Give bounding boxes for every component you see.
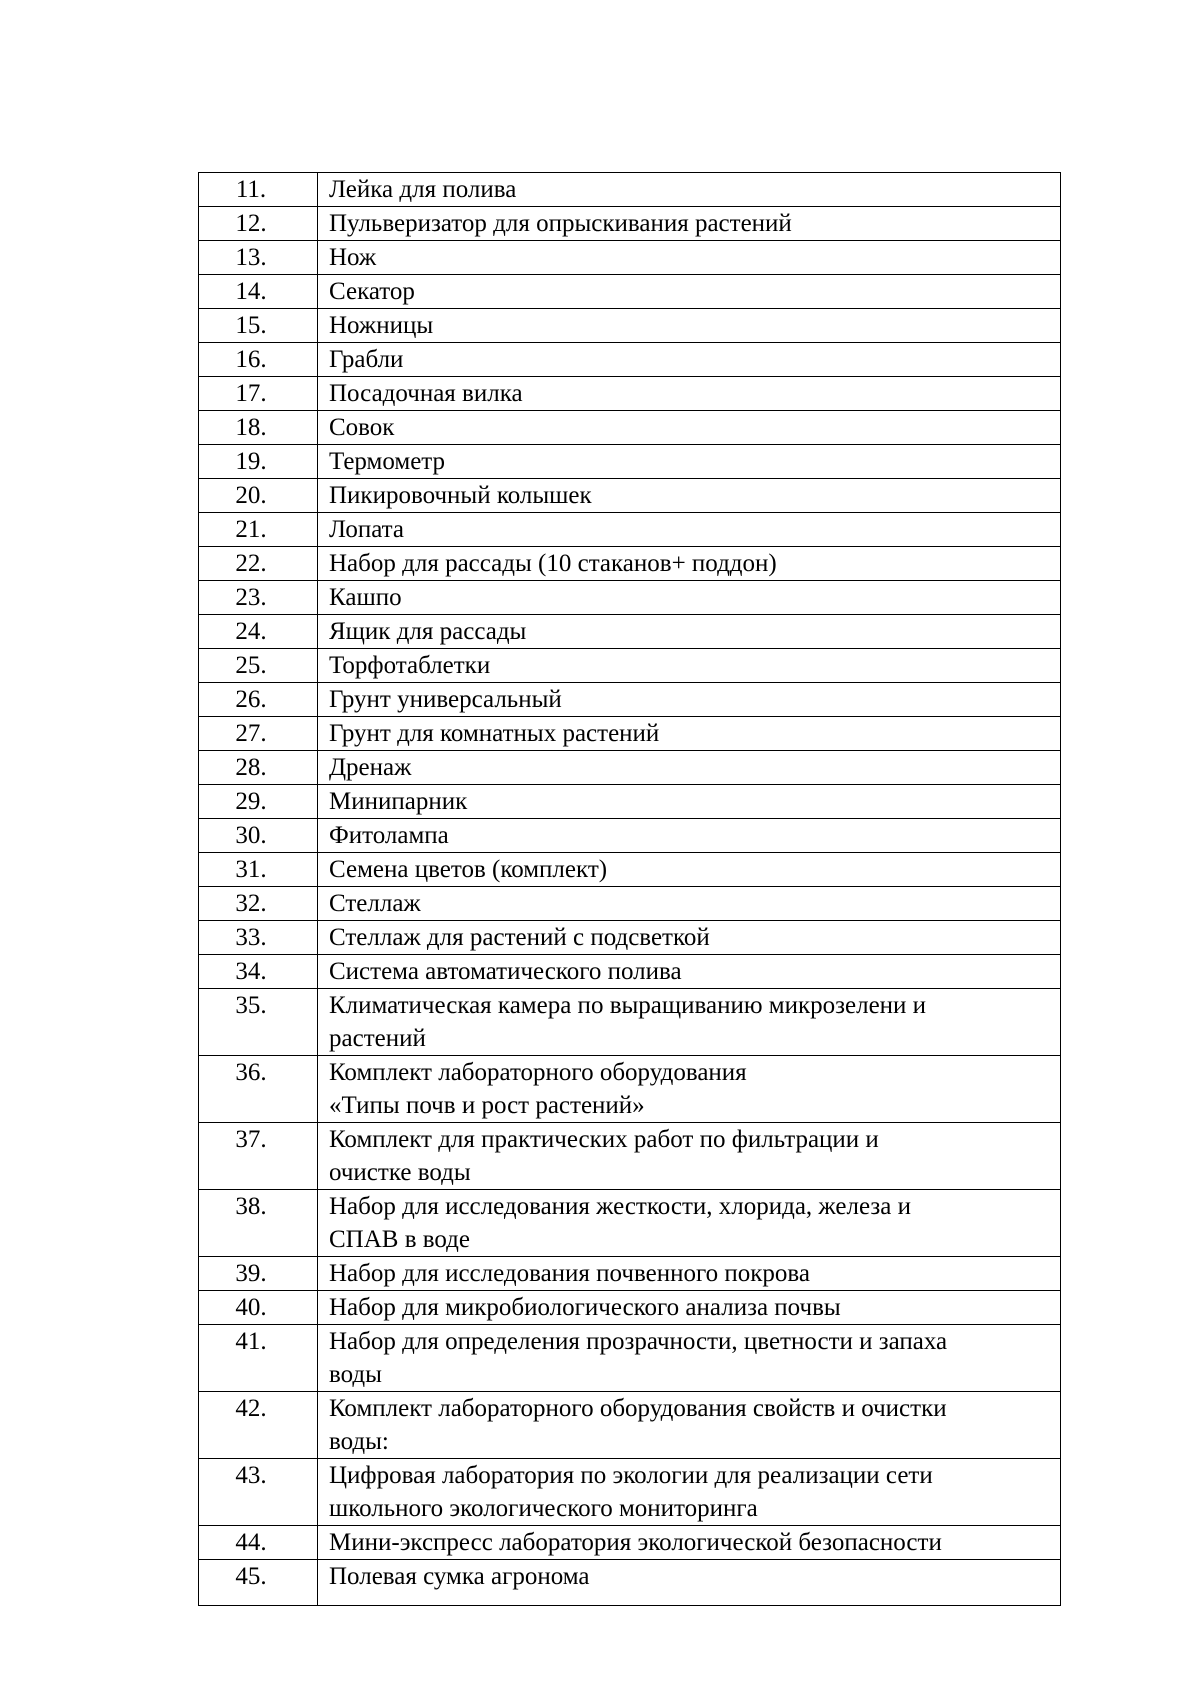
item-name: воды [329, 1361, 382, 1388]
row-number: 44. [199, 1526, 318, 1560]
table-row [199, 513, 1061, 547]
row-number: 29. [199, 785, 318, 819]
item-name-cell [318, 717, 1061, 751]
item-name-cell [318, 207, 1061, 241]
item-name: Стеллаж для растений с подсветкой [329, 924, 710, 951]
row-number: 39. [199, 1257, 318, 1291]
item-name: Комплект лабораторного оборудования [329, 1059, 747, 1086]
item-name: Лейка для полива [329, 176, 517, 203]
item-name: Фитолампа [329, 822, 449, 849]
row-number: 41. [199, 1325, 318, 1392]
table-row [199, 275, 1061, 309]
table-row [199, 377, 1061, 411]
table-row [199, 1526, 1061, 1560]
item-name-cell [318, 547, 1061, 581]
item-name: Мини-экспресс лаборатория экологической безопасности [329, 1529, 942, 1556]
row-number: 12. [199, 207, 318, 241]
item-name: Набор для исследования почвенного покрова [329, 1260, 810, 1287]
table-row [199, 479, 1061, 513]
item-name: Грунт универсальный [329, 686, 562, 713]
row-number: 27. [199, 717, 318, 751]
row-number: 25. [199, 649, 318, 683]
table-row [199, 411, 1061, 445]
row-number: 26. [199, 683, 318, 717]
item-name: растений [329, 1025, 426, 1052]
row-number: 45. [199, 1560, 318, 1606]
item-name-cell [318, 1190, 1061, 1257]
row-number: 31. [199, 853, 318, 887]
table-row [199, 853, 1061, 887]
row-number: 13. [199, 241, 318, 275]
item-name-cell [318, 309, 1061, 343]
row-number: 33. [199, 921, 318, 955]
table-row [199, 1257, 1061, 1291]
table-row [199, 989, 1061, 1056]
table-row [199, 751, 1061, 785]
item-name: Комплект лабораторного оборудования свойств и очистки [329, 1395, 947, 1422]
item-name: Полевая сумка агронома [329, 1563, 590, 1590]
item-name-cell [318, 853, 1061, 887]
item-name: очистке воды [329, 1159, 471, 1186]
row-number: 28. [199, 751, 318, 785]
row-number: 35. [199, 989, 318, 1056]
item-name-cell [318, 989, 1061, 1056]
item-name-cell [318, 649, 1061, 683]
table-row [199, 887, 1061, 921]
item-name: Набор для определения прозрачности, цветности и запаха [329, 1328, 948, 1355]
item-name-cell [318, 377, 1061, 411]
table-row [199, 1291, 1061, 1325]
item-name-cell [318, 1560, 1061, 1606]
item-name: Минипарник [329, 788, 468, 815]
item-name: школьного экологического мониторинга [329, 1495, 758, 1522]
item-name-cell [318, 1291, 1061, 1325]
equipment-table-body [199, 173, 1061, 1606]
item-name: Комплект для практических работ по фильтрации и [329, 1126, 879, 1153]
item-name: воды: [329, 1428, 389, 1455]
table-row [199, 615, 1061, 649]
item-name-cell [318, 445, 1061, 479]
table-row [199, 241, 1061, 275]
item-name-cell [318, 1123, 1061, 1190]
row-number: 40. [199, 1291, 318, 1325]
table-row [199, 955, 1061, 989]
item-name: Совок [329, 414, 395, 441]
item-name: Лопата [329, 516, 404, 543]
item-name-cell [318, 785, 1061, 819]
item-name: Семена цветов (комплект) [329, 856, 608, 883]
item-name: Посадочная вилка [329, 380, 523, 407]
table-row [199, 1123, 1061, 1190]
row-number: 42. [199, 1392, 318, 1459]
item-name: Пикировочный колышек [329, 482, 592, 509]
item-name: Пульверизатор для опрыскивания растений [329, 210, 792, 237]
table-row [199, 173, 1061, 207]
item-name: Грабли [329, 346, 404, 373]
table-row [199, 921, 1061, 955]
table-row [199, 581, 1061, 615]
item-name-cell [318, 479, 1061, 513]
item-name-cell [318, 887, 1061, 921]
item-name: Стеллаж [329, 890, 421, 917]
row-number: 15. [199, 309, 318, 343]
item-name-cell [318, 513, 1061, 547]
item-name-cell [318, 241, 1061, 275]
item-name: Климатическая камера по выращиванию микрозелени и [329, 992, 927, 1019]
item-name: Торфотаблетки [329, 652, 491, 679]
table-row [199, 649, 1061, 683]
item-name-cell [318, 615, 1061, 649]
table-row [199, 207, 1061, 241]
item-name-cell [318, 921, 1061, 955]
item-name: Секатор [329, 278, 415, 305]
item-name: «Типы почв и рост растений» [329, 1092, 645, 1119]
item-name: Набор для рассады (10 стаканов+ поддон) [329, 550, 777, 577]
table-row [199, 445, 1061, 479]
row-number: 17. [199, 377, 318, 411]
item-name: Ящик для рассады [329, 618, 527, 645]
item-name: Цифровая лаборатория по экологии для реализации сети [329, 1462, 933, 1489]
row-number: 20. [199, 479, 318, 513]
item-name: Система автоматического полива [329, 958, 682, 985]
item-name: Термометр [329, 448, 446, 475]
table-row [199, 717, 1061, 751]
table-row [199, 1056, 1061, 1123]
item-name-cell [318, 343, 1061, 377]
item-name: Нож [329, 244, 377, 271]
row-number: 32. [199, 887, 318, 921]
row-number: 24. [199, 615, 318, 649]
item-name-cell [318, 581, 1061, 615]
item-name-cell [318, 411, 1061, 445]
item-name-cell [318, 819, 1061, 853]
row-number: 34. [199, 955, 318, 989]
item-name-cell [318, 1257, 1061, 1291]
table-row [199, 1459, 1061, 1526]
table-row [199, 819, 1061, 853]
equipment-table [198, 172, 1061, 1606]
row-number: 18. [199, 411, 318, 445]
table-row [199, 1325, 1061, 1392]
table-row [199, 1560, 1061, 1606]
row-number: 16. [199, 343, 318, 377]
item-name: Кашпо [329, 584, 402, 611]
item-name-cell [318, 955, 1061, 989]
table-row [199, 1392, 1061, 1459]
row-number: 19. [199, 445, 318, 479]
table-row [199, 1190, 1061, 1257]
item-name: Дренаж [329, 754, 412, 781]
row-number: 37. [199, 1123, 318, 1190]
item-name-cell [318, 1526, 1061, 1560]
table-row [199, 785, 1061, 819]
item-name-cell [318, 1459, 1061, 1526]
row-number: 43. [199, 1459, 318, 1526]
row-number: 23. [199, 581, 318, 615]
item-name-cell [318, 1392, 1061, 1459]
item-name: СПАВ в воде [329, 1226, 470, 1253]
item-name-cell [318, 1325, 1061, 1392]
row-number: 30. [199, 819, 318, 853]
row-number: 38. [199, 1190, 318, 1257]
item-name-cell [318, 275, 1061, 309]
table-row [199, 309, 1061, 343]
item-name: Набор для исследования жесткости, хлорида, железа и [329, 1193, 911, 1220]
item-name: Грунт для комнатных растений [329, 720, 660, 747]
item-name: Ножницы [329, 312, 434, 339]
row-number: 14. [199, 275, 318, 309]
table-row [199, 683, 1061, 717]
table-row [199, 343, 1061, 377]
row-number: 11. [199, 173, 318, 207]
item-name-cell [318, 1056, 1061, 1123]
table-row [199, 547, 1061, 581]
item-name-cell [318, 751, 1061, 785]
item-name: Набор для микробиологического анализа почвы [329, 1294, 841, 1321]
item-name-cell [318, 173, 1061, 207]
row-number: 22. [199, 547, 318, 581]
row-number: 36. [199, 1056, 318, 1123]
row-number: 21. [199, 513, 318, 547]
item-name-cell [318, 683, 1061, 717]
